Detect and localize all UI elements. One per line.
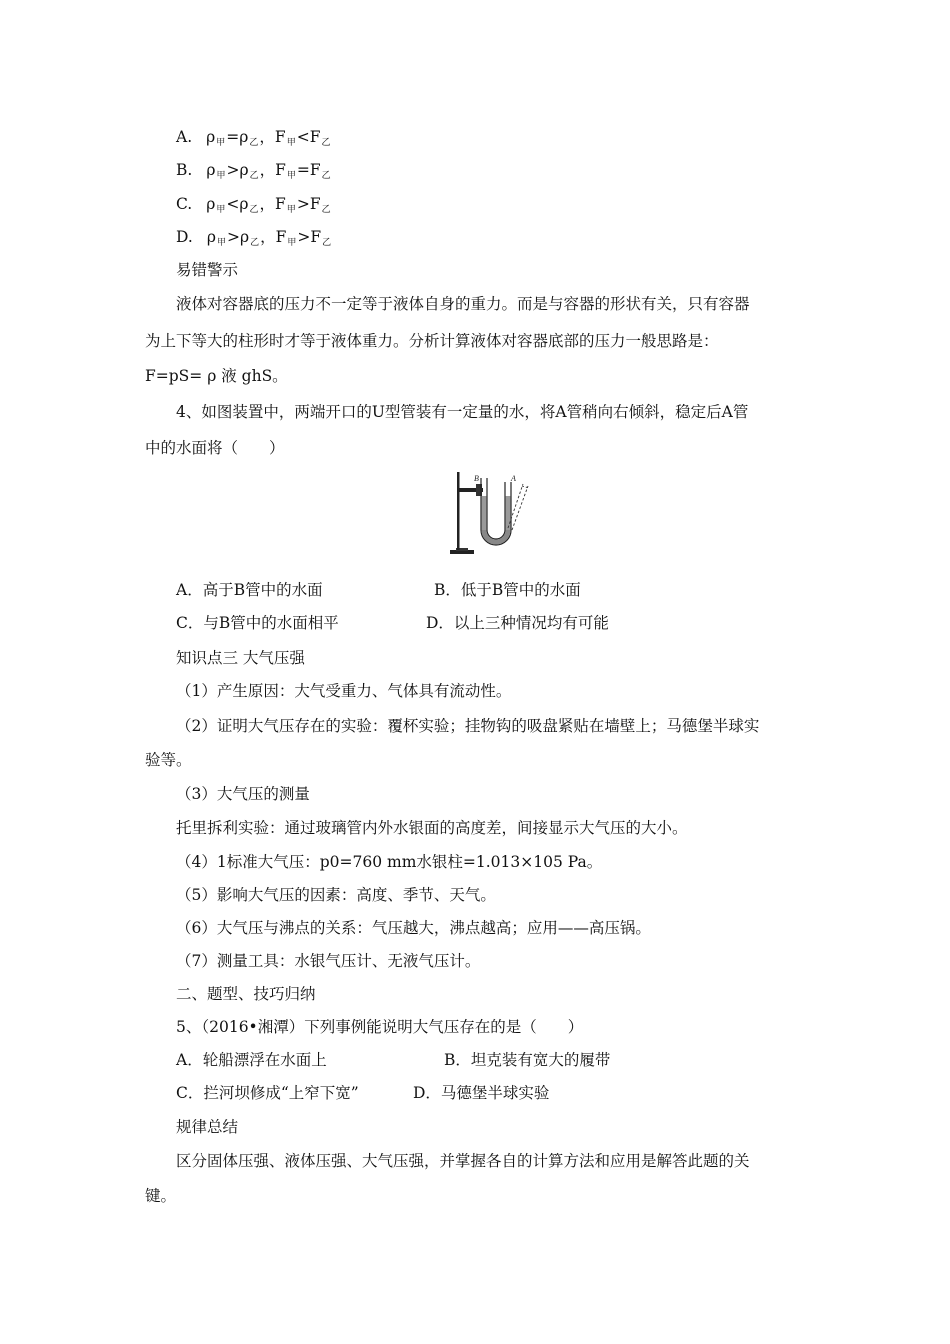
kp3-item-2-cont: 验等。	[145, 751, 192, 769]
kp3-item-7: （7）测量工具：水银气压计、无液气压计。	[176, 952, 481, 970]
kp3-item-4: （4）1标准大气压：p0=760 mm水银柱=1.013×105 Pa。	[176, 853, 603, 871]
q4-stem-line-2: 中的水面将（ ）	[145, 439, 285, 457]
summary-line-1: 区分固体压强、液体压强、大气压强，并掌握各自的计算方法和应用是解答此题的关	[176, 1152, 750, 1170]
kp3-item-5: （5）影响大气压的因素：高度、季节、天气。	[176, 886, 496, 904]
kp3-item-3-detail: 托里拆利实验：通过玻璃管内外水银面的高度差，间接显示大气压的大小。	[176, 819, 688, 837]
q4-stem-line-1: 4、如图装置中，两端开口的U型管装有一定量的水，将A管稍向右倾斜，稳定后A管	[176, 403, 749, 421]
summary-title: 规律总结	[176, 1118, 239, 1136]
q5-option-d: D．马德堡半球实验	[413, 1084, 550, 1102]
q4-option-b: B．低于B管中的水面	[434, 581, 581, 599]
kp3-item-1: （1）产生原因：大气受重力、气体具有流动性。	[176, 682, 512, 700]
warning-line-1: 液体对容器底的压力不一定等于液体自身的重力。而是与容器的形状有关，只有容器	[176, 295, 750, 313]
kp3-item-6: （6）大气压与沸点的关系：气压越大，沸点越高；应用——高压锅。	[176, 919, 651, 937]
q5-option-b: B．坦克装有宽大的履带	[444, 1051, 611, 1069]
kp3-item-3: （3）大气压的测量	[176, 785, 310, 803]
q4-option-a: A．高于B管中的水面	[176, 581, 323, 599]
q5-option-c: C．拦河坝修成“上窄下宽”	[176, 1084, 359, 1102]
q3-option-d: D. $\rho_甲>\rho_乙$，$F_甲>F_乙$	[176, 228, 332, 248]
q5-option-a: A．轮船漂浮在水面上	[176, 1051, 327, 1069]
q4-option-d: D．以上三种情况均有可能	[426, 614, 609, 632]
q3-option-a: A. $\rho_甲=\rho_乙$，$F_甲<F_乙$	[176, 128, 331, 148]
summary-line-2: 键。	[145, 1187, 177, 1205]
label-b: B	[474, 474, 479, 483]
kp3-item-2: （2）证明大气压存在的实验：覆杯实验；挂物钩的吸盘紧贴在墙壁上；马德堡半球实	[176, 717, 760, 735]
formula: F=pS= ρ 液 ghS。	[145, 367, 288, 385]
q3-option-c: C. $\rho_甲<\rho_乙$，$F_甲>F_乙$	[176, 195, 331, 215]
warning-line-2: 为上下等大的柱形时才等于液体重力。分析计算液体对容器底部的压力一般思路是：	[145, 332, 719, 350]
q5-stem: 5、（2016•湘潭）下列事例能说明大气压存在的是（ ）	[176, 1018, 584, 1036]
warning-title: 易错警示	[176, 261, 239, 279]
label-a: A	[511, 474, 516, 483]
u-tube-figure	[448, 468, 538, 560]
section2-title: 二、题型、技巧归纳	[176, 985, 316, 1003]
q3-option-b: B. $\rho_甲>\rho_乙$，$F_甲=F_乙$	[176, 161, 331, 181]
q4-option-c: C．与B管中的水面相平	[176, 614, 339, 632]
kp3-title: 知识点三 大气压强	[176, 649, 305, 667]
